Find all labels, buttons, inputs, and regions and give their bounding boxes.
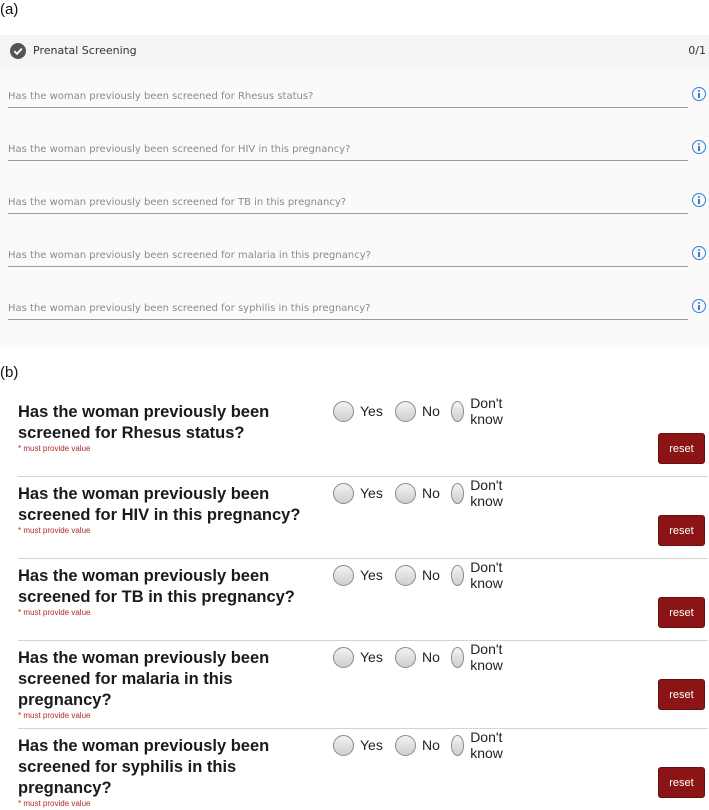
radio-label: Don't know — [470, 395, 503, 427]
radio-label: Yes — [360, 403, 383, 419]
question-tb — [18, 559, 708, 641]
question-text: Has the woman previously been screened for TB in this pregnancy? — [18, 567, 295, 606]
radio-label: Don't know — [470, 477, 503, 509]
question-label — [18, 402, 318, 454]
screening-field-syphilis[interactable] — [0, 282, 709, 322]
radio-label: No — [422, 567, 440, 583]
radio-circle[interactable] — [333, 647, 354, 668]
required-note: * must provide value — [18, 608, 91, 617]
radio-label: Yes — [360, 737, 383, 753]
radio-label: Don't know — [470, 641, 503, 673]
screening-field-malaria[interactable] — [0, 229, 709, 269]
field-placeholder: Has the woman previously been screened for Rhesus status? — [8, 91, 314, 102]
field-underline — [8, 319, 688, 320]
radio-no[interactable] — [395, 482, 440, 504]
section-progress-count: 0/1 — [688, 44, 706, 57]
reset-button[interactable]: reset — [658, 679, 705, 710]
info-icon[interactable] — [692, 246, 706, 260]
required-note: * must provide value — [18, 799, 91, 808]
screening-field-tb[interactable] — [0, 176, 709, 216]
radio-circle[interactable] — [333, 735, 354, 756]
reset-button[interactable]: reset — [658, 767, 705, 798]
radio-label: No — [422, 485, 440, 501]
radio-yes[interactable] — [333, 482, 383, 504]
field-placeholder: Has the woman previously been screened for syphilis in this pregnancy? — [8, 303, 371, 314]
radio-dont-know[interactable] — [451, 729, 511, 761]
reset-button[interactable]: reset — [658, 515, 705, 546]
radio-label: No — [422, 649, 440, 665]
required-note: * must provide value — [18, 711, 91, 720]
field-placeholder: Has the woman previously been screened for malaria in this pregnancy? — [8, 250, 371, 261]
radio-circle[interactable] — [395, 735, 416, 756]
question-syphilis — [18, 729, 708, 810]
field-placeholder: Has the woman previously been screened for TB in this pregnancy? — [8, 197, 347, 208]
question-label — [18, 484, 318, 536]
question-label — [18, 648, 318, 721]
question-rhesus — [18, 395, 708, 477]
radio-circle[interactable] — [451, 401, 464, 422]
question-text: Has the woman previously been screened for malaria in this pregnancy? — [18, 649, 270, 709]
radio-label: Don't know — [470, 559, 503, 591]
section-title: Prenatal Screening — [33, 44, 137, 57]
radio-dont-know[interactable] — [451, 641, 511, 673]
radio-yes[interactable] — [333, 646, 383, 668]
radio-no[interactable] — [395, 564, 440, 586]
radio-label: Yes — [360, 649, 383, 665]
radio-circle[interactable] — [333, 483, 354, 504]
radio-label: Yes — [360, 485, 383, 501]
radio-circle[interactable] — [395, 565, 416, 586]
radio-circle[interactable] — [451, 735, 464, 756]
radio-circle[interactable] — [451, 483, 464, 504]
field-placeholder: Has the woman previously been screened for HIV in this pregnancy? — [8, 144, 351, 155]
question-text: Has the woman previously been screened for syphilis in this pregnancy? — [18, 737, 270, 797]
radio-no[interactable] — [395, 646, 440, 668]
radio-circle[interactable] — [333, 565, 354, 586]
info-icon[interactable] — [692, 140, 706, 154]
screening-field-hiv[interactable] — [0, 123, 709, 163]
radio-circle[interactable] — [395, 401, 416, 422]
radio-dont-know[interactable] — [451, 477, 511, 509]
info-icon[interactable] — [692, 193, 706, 207]
required-note: * must provide value — [18, 526, 91, 535]
radio-circle[interactable] — [395, 647, 416, 668]
question-label — [18, 566, 318, 618]
radio-dont-know[interactable] — [451, 559, 511, 591]
field-underline — [8, 213, 688, 214]
question-malaria — [18, 641, 708, 729]
radio-label: Don't know — [470, 729, 503, 761]
radio-label: No — [422, 403, 440, 419]
reset-button[interactable]: reset — [658, 433, 705, 464]
screening-field-rhesus[interactable] — [0, 70, 709, 110]
question-text: Has the woman previously been screened for Rhesus status? — [18, 403, 270, 442]
radio-circle[interactable] — [333, 401, 354, 422]
field-underline — [8, 266, 688, 267]
radio-label: No — [422, 737, 440, 753]
prenatal-screening-form-b — [0, 395, 709, 810]
field-underline — [8, 160, 688, 161]
radio-circle[interactable] — [451, 647, 464, 668]
question-label — [18, 736, 318, 809]
radio-label: Yes — [360, 567, 383, 583]
check-circle-icon — [10, 43, 26, 59]
info-icon[interactable] — [692, 299, 706, 313]
field-underline — [8, 107, 688, 108]
radio-circle[interactable] — [451, 565, 464, 586]
radio-no[interactable] — [395, 400, 440, 422]
radio-no[interactable] — [395, 734, 440, 756]
section-header[interactable] — [0, 35, 709, 68]
radio-circle[interactable] — [395, 483, 416, 504]
prenatal-screening-form-a — [0, 35, 709, 347]
required-note: * must provide value — [18, 444, 91, 453]
radio-yes[interactable] — [333, 564, 383, 586]
panel-b-label: (b) — [0, 364, 19, 381]
question-text: Has the woman previously been screened for HIV in this pregnancy? — [18, 485, 301, 524]
reset-button[interactable]: reset — [658, 597, 705, 628]
panel-a-label: (a) — [0, 1, 19, 18]
question-hiv — [18, 477, 708, 559]
info-icon[interactable] — [692, 87, 706, 101]
radio-yes[interactable] — [333, 734, 383, 756]
radio-dont-know[interactable] — [451, 395, 511, 427]
radio-yes[interactable] — [333, 400, 383, 422]
